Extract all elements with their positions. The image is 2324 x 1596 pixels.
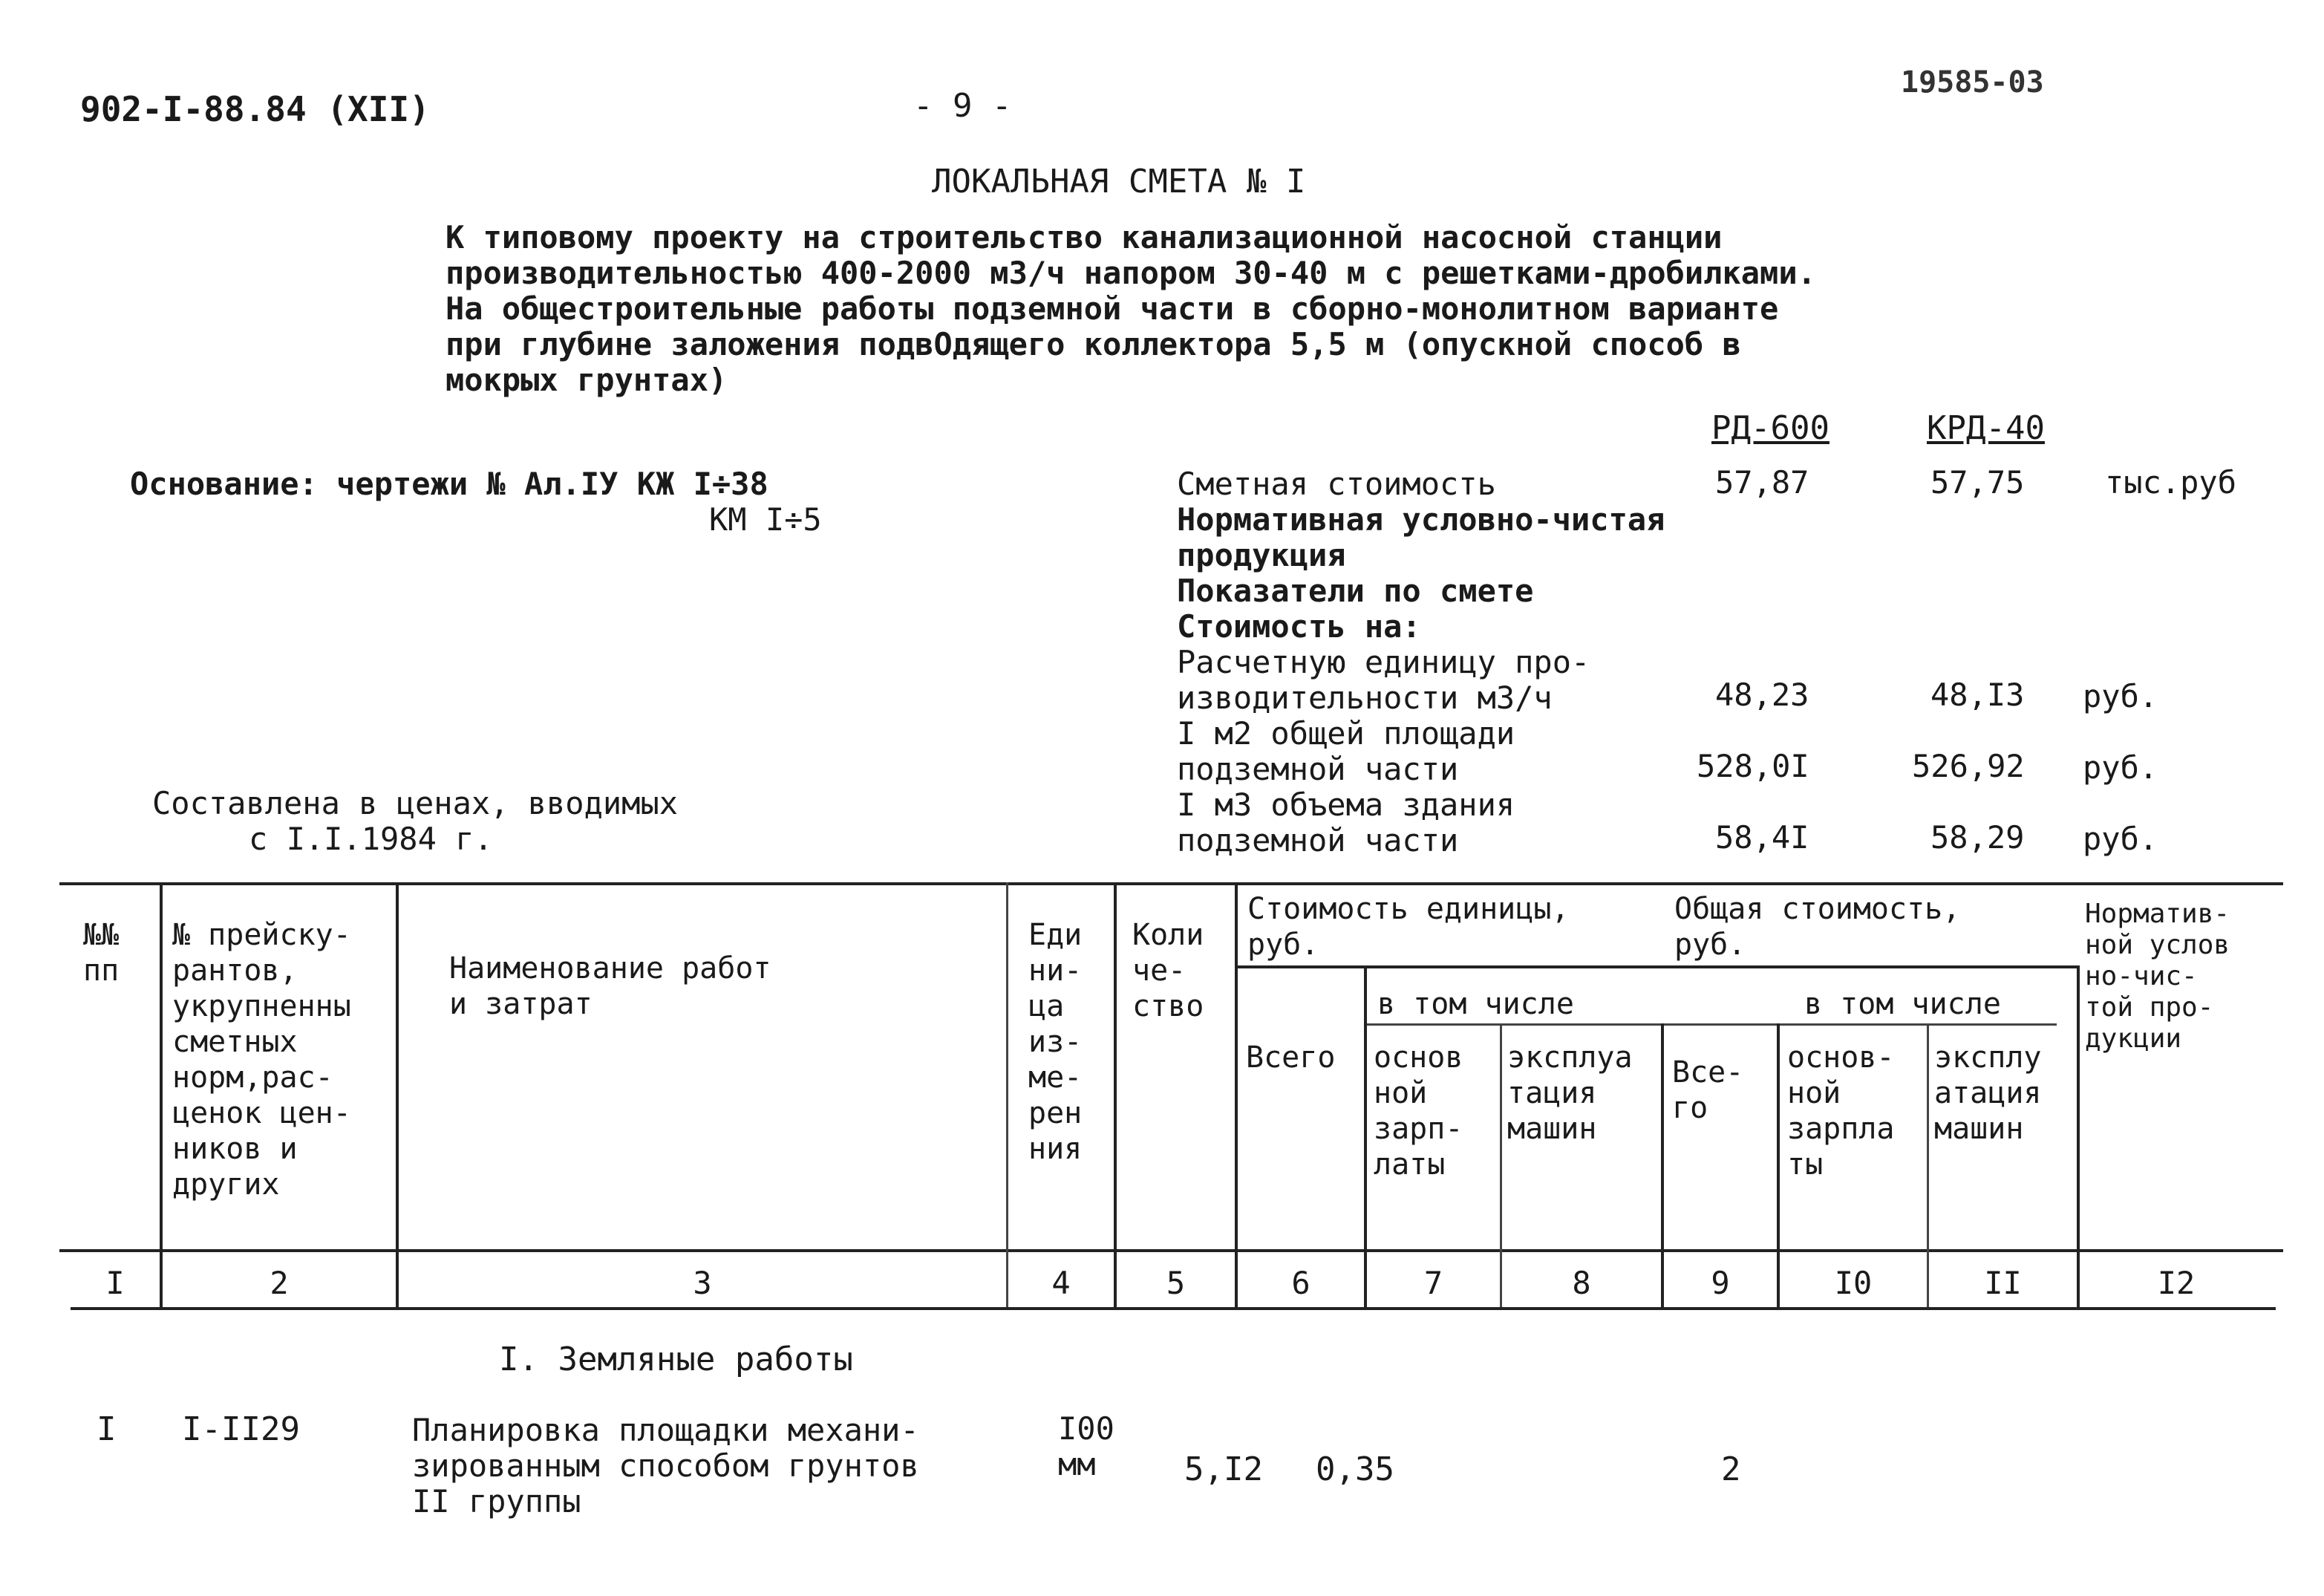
header-including-1: в том числе [1377, 987, 1574, 1021]
basis-drawings: Основание: чертежи № Ал.IУ КЖ I÷38 [130, 466, 768, 502]
subtitle-line-2: производительностью 400-2000 м3/ч напором 30-40 м с решетками-дробилками. [445, 255, 1816, 291]
column-number: 5 [1166, 1265, 1186, 1301]
subtitle-line-1: К типовому проекту на строительство канализационной насосной станции [445, 219, 1723, 255]
subtitle-line-5: мокрых грунтах) [445, 362, 728, 398]
row-number: I [97, 1410, 117, 1448]
header-total-machines: эксплу атация машин [1934, 1040, 2042, 1146]
indicator-label: продукция [1177, 537, 1346, 573]
header-work-name: Наименование работ и затрат [449, 951, 771, 1021]
section-title: I. Земляные работы [499, 1341, 853, 1378]
col-divider-4 [1114, 882, 1117, 1307]
header-unit-wages: основ ной зарп- латы [1374, 1040, 1463, 1182]
col-divider-8 [1661, 1023, 1664, 1307]
col-divider-3 [1006, 882, 1008, 1307]
col-divider-2 [396, 882, 399, 1307]
subtitle-line-4: при глубине заложения подвОдящего коллектора 5,5 м (опускной способ в [445, 326, 1741, 362]
including-divider [1366, 1023, 2057, 1026]
header-quantity: Коли че- ство [1132, 918, 1204, 1023]
column-number: II [1984, 1265, 2022, 1301]
col-divider-5 [1235, 882, 1238, 1307]
indicator-unit: руб. [2083, 821, 2158, 857]
header-total-cost: Общая стоимость, руб. [1674, 892, 1961, 962]
indicator-value-rd600: 57,87 [1715, 464, 1809, 501]
prices-note-line-2: с I.I.1984 г. [249, 821, 493, 857]
header-unit-machines: эксплуа тация машин [1507, 1040, 1633, 1146]
indicator-unit: руб. [2083, 678, 2158, 714]
table-top-border [59, 882, 2283, 885]
column-number: I0 [1834, 1265, 1873, 1301]
column-numbers-bottom-border [71, 1307, 2276, 1310]
col-divider-10 [1927, 1023, 1929, 1307]
indicator-header-krd40: КРД-40 [1927, 409, 2045, 447]
col-divider-1 [160, 882, 163, 1307]
indicator-value-krd40: 57,75 [1930, 464, 2025, 501]
header-price-list: № прейску- рантов, укрупненны сметных норм,рас- ценок цен- ников и других [172, 918, 351, 1202]
header-unit-total: Всего [1246, 1040, 1336, 1075]
header-row-number: №№ пп [83, 918, 120, 988]
indicator-label: Показатели по смете [1177, 573, 1534, 609]
indicator-header-rd600: РД-600 [1711, 409, 1830, 447]
indicator-label: Расчетную единицу про- [1177, 644, 1590, 680]
row-work-name: Планировка площадки механи- зированным способом грунтов II группы [412, 1412, 919, 1520]
column-number: 3 [693, 1265, 712, 1301]
col-divider-9 [1777, 1023, 1780, 1307]
indicator-label: I м2 общей площади [1177, 715, 1515, 752]
unit-cost-divider [1236, 965, 2079, 968]
header-net-production: Норматив- ной услов но-чис- той про- дукции [2085, 899, 2230, 1054]
header-total: Все- го [1672, 1055, 1744, 1125]
header-total-wages: основ- ной зарпла ты [1787, 1040, 1895, 1182]
indicator-value-krd40: 526,92 [1912, 748, 2025, 784]
prices-note-line-1: Составлена в ценах, вводимых [152, 785, 679, 821]
column-number: 8 [1572, 1265, 1591, 1301]
row-unit-cost-total: 0,35 [1316, 1450, 1394, 1488]
row-quantity: 5,I2 [1184, 1450, 1263, 1488]
col-divider-6 [1364, 965, 1367, 1307]
indicator-label: Нормативная условно-чистая [1177, 501, 1665, 538]
indicator-label: Стоимость на: [1177, 608, 1421, 645]
indicator-value-rd600: 58,4I [1715, 819, 1809, 856]
column-number: 7 [1423, 1265, 1443, 1301]
column-number: I2 [2157, 1265, 2196, 1301]
indicator-label: изводительности м3/ч [1177, 680, 1553, 716]
indicator-label: подземной части [1177, 751, 1459, 787]
page-number: - 9 - [913, 87, 1012, 125]
subtitle-line-3: На общестроительные работы подземной части в сборно-монолитном варианте [445, 290, 1779, 327]
header-unit: Еди ни- ца из- ме- рен ния [1028, 918, 1083, 1166]
col-divider-11 [2077, 965, 2080, 1307]
row-unit: I00 мм [1058, 1410, 1114, 1482]
indicator-value-krd40: 48,I3 [1930, 677, 2025, 713]
col-divider-7 [1500, 1023, 1502, 1307]
document-title: ЛОКАЛЬНАЯ СМЕТА № I [932, 163, 1306, 201]
indicator-unit: руб. [2083, 749, 2158, 786]
indicator-value-rd600: 48,23 [1715, 677, 1809, 713]
header-bottom-border [59, 1249, 2283, 1252]
column-number: I [105, 1265, 125, 1301]
basis-drawings-km: КМ I÷5 [709, 501, 822, 538]
column-number: 9 [1711, 1265, 1730, 1301]
indicator-value-rd600: 528,0I [1697, 748, 1809, 784]
archive-stamp: 19585-03 [1901, 65, 2044, 100]
indicator-unit: тыс.руб [2105, 464, 2237, 501]
indicator-label: подземной части [1177, 822, 1459, 859]
header-including-2: в том числе [1804, 987, 2001, 1021]
row-price-code: I-II29 [182, 1410, 300, 1448]
indicator-label: Сметная стоимость [1177, 466, 1496, 502]
column-number: 6 [1291, 1265, 1310, 1301]
column-number: 2 [270, 1265, 289, 1301]
row-total: 2 [1721, 1450, 1741, 1488]
header-unit-cost: Стоимость единицы, руб. [1247, 892, 1570, 962]
indicator-value-krd40: 58,29 [1930, 819, 2025, 856]
document-code: 902-I-88.84 (XII) [80, 89, 430, 129]
indicator-label: I м3 объема здания [1177, 786, 1515, 823]
column-number: 4 [1051, 1265, 1071, 1301]
